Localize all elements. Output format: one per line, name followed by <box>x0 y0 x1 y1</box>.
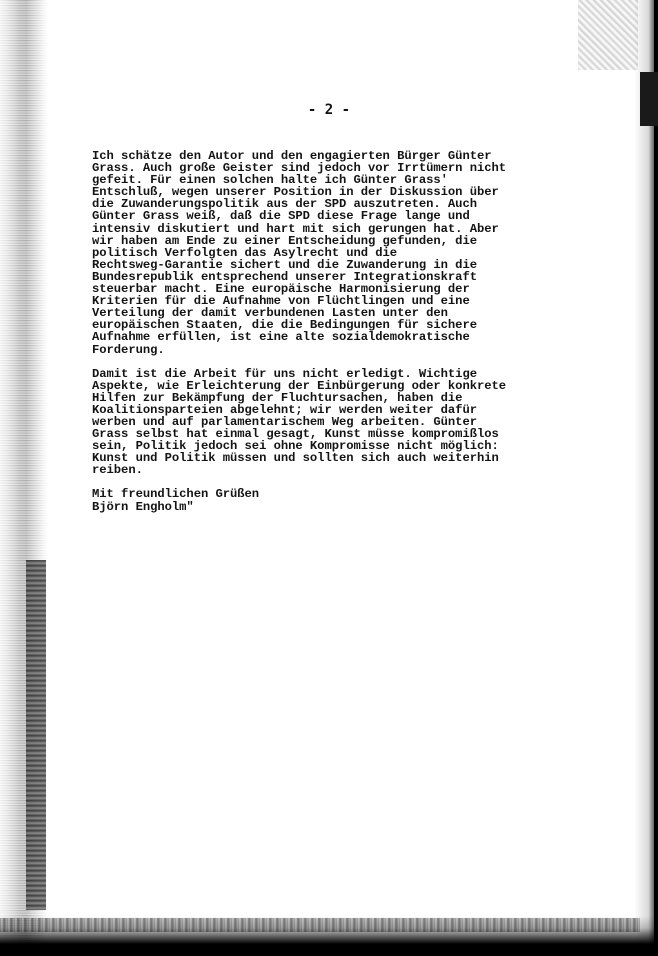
text-line: Aspekte, wie Erleichterung der Einbürgerung oder konkrete <box>92 378 507 393</box>
text-line: Kriterien für die Aufnahme von Flüchtlingen und eine <box>92 294 470 309</box>
text-line: sein, Politik jedoch sei ohne Kompromisse nicht möglich: <box>92 439 499 454</box>
scan-edge-right-border <box>654 0 658 956</box>
text-line: Entschluß, wegen unserer Position in der Diskussion über <box>92 185 499 200</box>
text-line: Kunst und Politik müssen und sollten sich auch weiterhin <box>92 451 499 466</box>
text-line: Rechtsweg-Garantie sichert und die Zuwanderung in die <box>92 257 477 272</box>
text-line: Aufnahme erfüllen, ist eine alte sozialdemokratische <box>92 330 470 345</box>
text-line: Grass. Auch große Geister sind jedoch vor Irrtümern nicht <box>92 161 507 176</box>
text-line: die Zuwanderungspolitik aus der SPD auszutreten. Auch <box>92 197 477 212</box>
text-line: werben und auf parlamentarischem Weg arbeiten. Günter <box>92 414 477 429</box>
text-line: Verteilung der damit verbundenen Lasten unter den <box>92 306 448 321</box>
text-line: Günter Grass weiß, daß die SPD diese Frage lange und <box>92 209 470 224</box>
text-line: reiben. <box>92 463 143 478</box>
text-line: steuerbar macht. Eine europäische Harmonisierung der <box>92 282 470 297</box>
text-line: europäischen Staaten, die die Bedingungen für sichere <box>92 318 477 333</box>
scan-edge-bottom <box>0 916 658 956</box>
text-line: Bundesrepublik entsprechend unserer Integrationskraft <box>92 269 477 284</box>
scan-edge-left-dark <box>26 560 46 910</box>
text-line: gefeit. Für einen solchen halte ich Günter Grass' <box>92 173 448 188</box>
text-line: Koalitionsparteien abgelehnt; wir werden weiter dafür <box>92 402 477 417</box>
page-number: - 2 - <box>307 102 351 118</box>
paragraph-1 <box>92 150 522 356</box>
text-line: Damit ist die Arbeit für uns nicht erledigt. Wichtige <box>92 366 477 381</box>
text-line: Forderung. <box>92 342 165 357</box>
scan-noise-top-right <box>578 0 638 70</box>
text-line: intensiv diskutiert und hart mit sich gerungen hat. Aber <box>92 221 499 236</box>
paragraph-2 <box>92 368 522 477</box>
text-line: Grass selbst hat einmal gesagt, Kunst müsse kompromißlos <box>92 427 499 442</box>
closing <box>92 488 522 512</box>
text-line: wir haben am Ende zu einer Entscheidung gefunden, die <box>92 233 477 248</box>
salutation: Mit freundlichen Grüßen <box>92 487 260 502</box>
text-line: Ich schätze den Autor und den engagierten Bürger Günter <box>92 149 492 163</box>
signatory-name: Björn Engholm" <box>92 499 194 514</box>
text-line: Hilfen zur Bekämpfung der Fluchtursachen, haben die <box>92 390 463 405</box>
letter-body <box>92 150 522 525</box>
text-line: politisch Verfolgten das Asylrecht und die <box>92 245 398 260</box>
